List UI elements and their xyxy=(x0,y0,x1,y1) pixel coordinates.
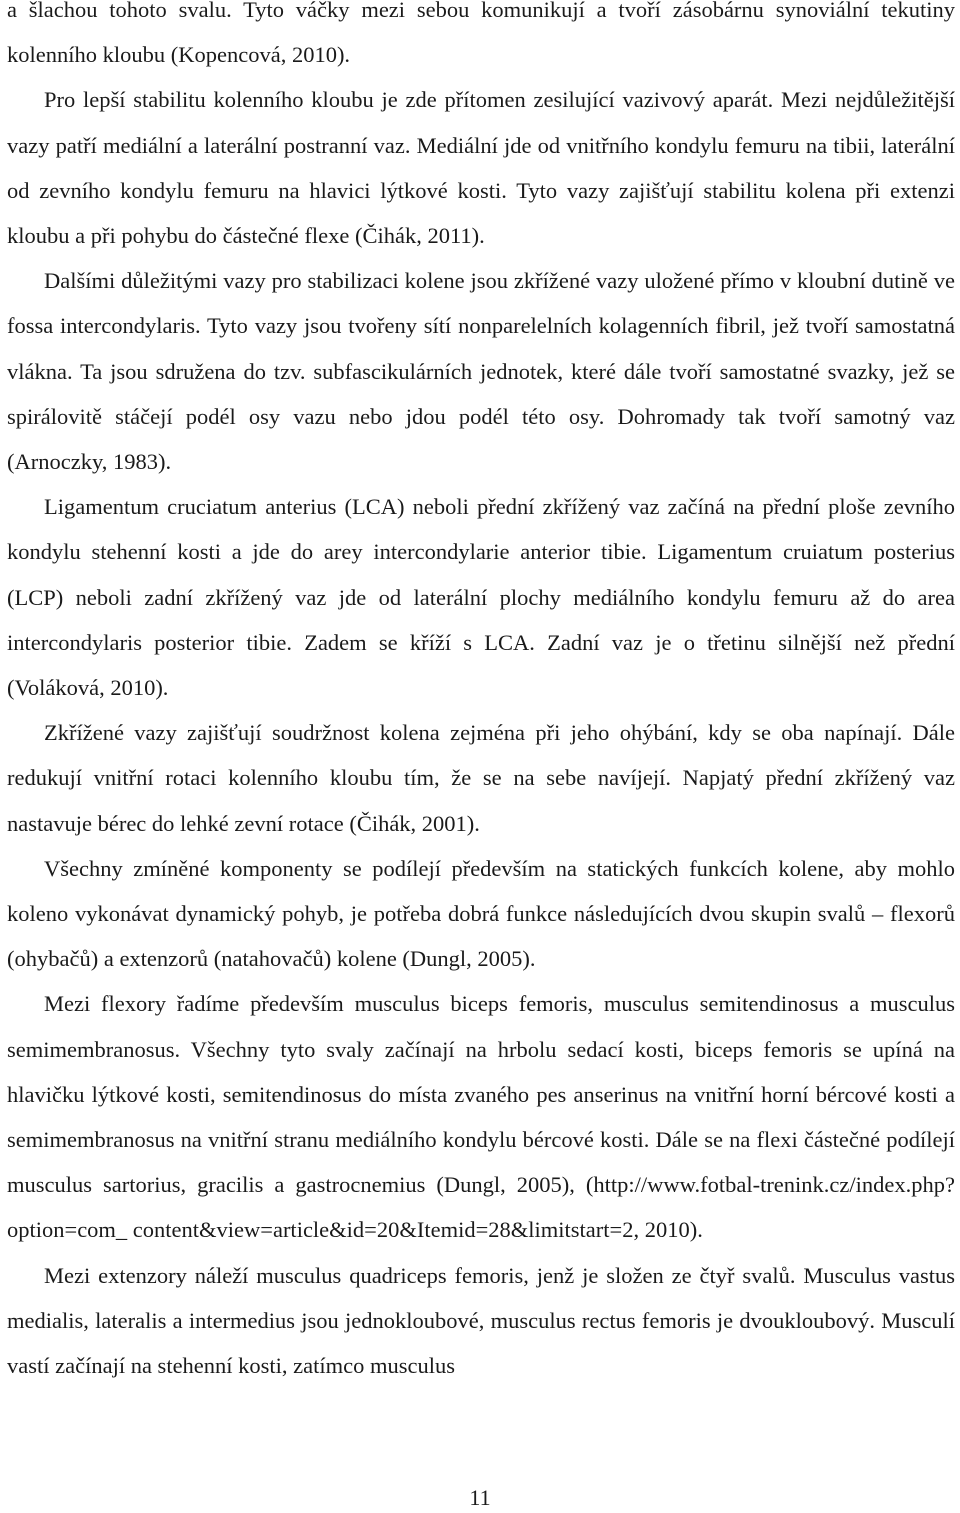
page-number: 11 xyxy=(469,1485,491,1510)
paragraph-bursae-continuation: a šlachou tohoto svalu. Tyto váčky mezi sebou komunikují a tvoří zásobárnu synoviální tekutiny kolenního kloubu (Kopencová, 2010). xyxy=(7,0,955,68)
paragraph-lca-lcp: Ligamentum cruciatum anterius (LCA) neboli přední zkřížený vaz začíná na přední ploše zevního kondylu stehenní kosti a jde do arey intercondylarie anterior tibie. Ligamentum cruiatum posterius (LCP) neboli zadní zkřížený vaz jde od laterální plochy mediálního kondylu femuru až do area intercondylaris posterior tibie. Zadem se kříží s LCA. Zadní vaz je o třetinu silnější než přední (Voláková, 2010). xyxy=(7,494,955,701)
paragraph-collateral-ligaments: Pro lepší stabilitu kolenního kloubu je zde přítomen zesilující vazivový aparát. Mezi nejdůležitější vazy patří mediální a laterální postranní vaz. Mediální jde od vnitřního kondylu femuru na tibii, laterální od zevního kondylu femuru na hlavici lýtkové kosti. Tyto vazy zajišťují stabilitu kolena při extenzi kloubu a při pohybu do částečné flexe (Čihák, 2011). xyxy=(7,87,955,249)
paragraph-flexors: Mezi flexory řadíme především musculus biceps femoris, musculus semitendinosus a musculus semimembranosus. Všechny tyto svaly začínají na hrbolu sedací kosti, biceps femoris se upíná na hlavičku lýtkové kosti, semitendinosus do místa zvaného pes anserinus na vnitřní horní bércové kosti a semimembranosus na vnitřní stranu mediálního kondylu bércové kosti. Dále se na flexi částečné podílejí musculus sartorius, gracilis a gastrocnemius (Dungl, 2005), (http://www.fotbal-trenink.cz/index.php?option=com_ content&view=article&id=20&Itemid=28&limitstart=2, 2010). xyxy=(7,991,955,1243)
document-page xyxy=(7,0,955,1388)
paragraph-cruciate-function: Zkřížené vazy zajišťují soudržnost kolena zejména při jeho ohýbání, kdy se oba napínají. Dále redukují vnitřní rotaci kolenního kloubu tím, že se na sebe navíjejí. Napjatý přední zkřížený vaz nastavuje bérec do lehké zevní rotace (Čihák, 2001). xyxy=(7,720,955,836)
paragraph-muscle-groups: Všechny zmíněné komponenty se podílejí především na statických funkcích kolene, aby mohlo koleno vykonávat dynamický pohyb, je potřeba dobrá funkce následujících dvou skupin svalů – flexorů (ohybačů) a extenzorů (natahovačů) kolene (Dungl, 2005). xyxy=(7,855,955,972)
paragraph-extensors: Mezi extenzory náleží musculus quadriceps femoris, jenž je složen ze čtyř svalů. Musculus vastus medialis, lateralis a intermedius jsou jednokloubové, musculus rectus femoris je dvoukloubový. Musculí vastí začínají na stehenní kosti, zatímco musculus xyxy=(7,1262,955,1379)
paragraph-cruciate-ligaments: Dalšími důležitými vazy pro stabilizaci kolene jsou zkřížené vazy uložené přímo v kloubní dutině ve fossa intercondylaris. Tyto vazy jsou tvořeny sítí nonparelelních kolagenních fibril, jež tvoří samostatná vlákna. Ta jsou sdružena do tzv. subfascikulárních jednotek, které dále tvoří samostatné svazky, jež se spirálovitě stáčejí podél osy vazu nebo jdou podél této osy. Dohromady tak tvoří samotný vaz (Arnoczky, 1983). xyxy=(7,268,955,475)
